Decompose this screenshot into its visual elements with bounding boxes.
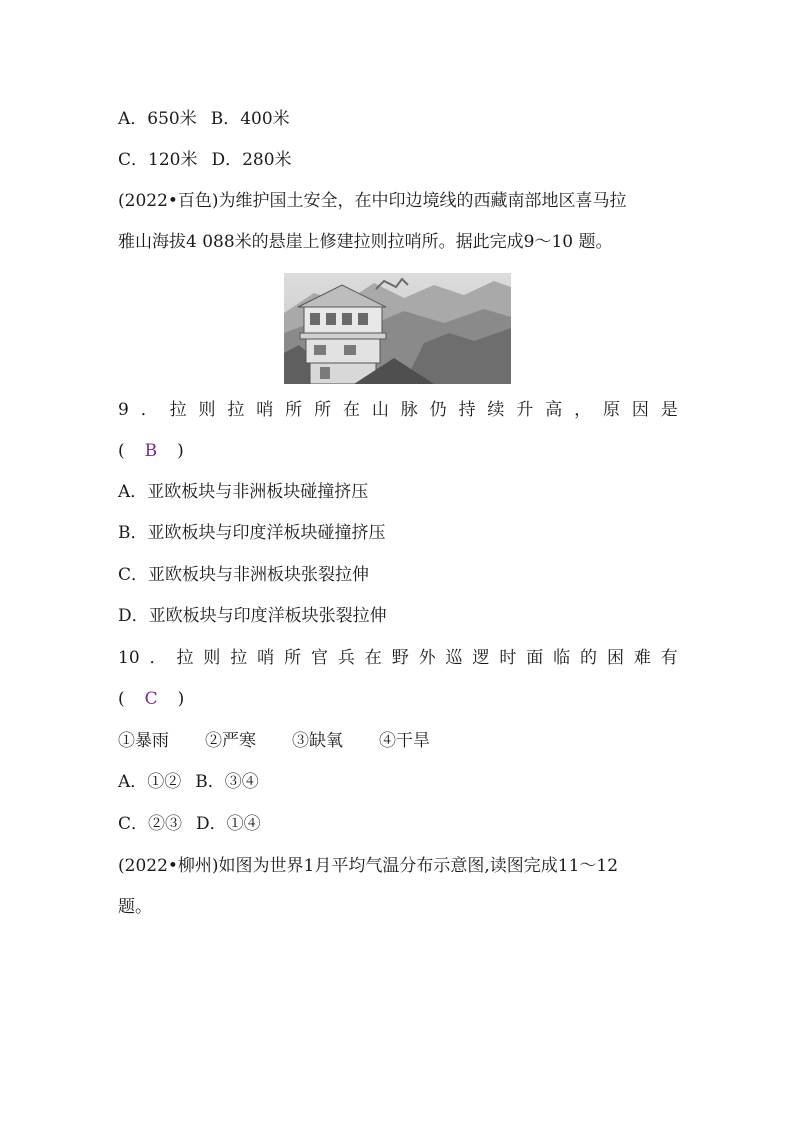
q10-stem-char: 逻 bbox=[472, 648, 490, 668]
q10-stem-char: 10 bbox=[118, 648, 140, 668]
q10-bracket-close: ) bbox=[177, 689, 185, 709]
q9-stem-char: ， bbox=[574, 400, 592, 420]
q9-stem-char: 持 bbox=[458, 400, 476, 420]
q9-option-d: D．亚欧板块与印度洋板块张裂拉伸 bbox=[118, 606, 387, 626]
q9-bracket-close: ) bbox=[177, 441, 184, 461]
q10-stem-char: 则 bbox=[203, 648, 221, 668]
q9-stem-char: 9 bbox=[118, 400, 129, 420]
q9-stem-char: 所 bbox=[314, 400, 332, 420]
q10-stem-char: 的 bbox=[580, 648, 598, 668]
q10-stem-char: 巡 bbox=[445, 648, 463, 668]
q10-stem-char: 临 bbox=[553, 648, 571, 668]
q10-stem-char: 拉 bbox=[230, 648, 248, 668]
q9-option-a: A．亚欧板块与非洲板块碰撞挤压 bbox=[118, 482, 369, 502]
q8-option-a: A．650米 bbox=[118, 109, 197, 129]
q8-option-d: D．280米 bbox=[211, 150, 292, 170]
outpost-photo bbox=[284, 273, 511, 384]
q9-stem-char: 高 bbox=[545, 400, 563, 420]
q9-stem-char: 所 bbox=[285, 400, 303, 420]
q10-stem-char: 时 bbox=[499, 648, 517, 668]
q10-option-d: D．①④ bbox=[196, 814, 261, 834]
q10-answer-bracket bbox=[118, 688, 184, 710]
q9-stem-char: 升 bbox=[516, 400, 534, 420]
q10-stem-char: 难 bbox=[633, 648, 651, 668]
passage-intro-line1: (2022•百色)为维护国土安全，在中印边境线的西藏南部地区喜马拉 bbox=[118, 191, 627, 211]
q9-answer: B bbox=[144, 441, 158, 461]
next-passage-intro-line2: 题。 bbox=[118, 897, 152, 917]
q10-stem-char: 兵 bbox=[337, 648, 355, 668]
q9-answer-bracket bbox=[118, 440, 184, 462]
q10-stem-char: 有 bbox=[660, 648, 678, 668]
q10-stem bbox=[118, 647, 678, 669]
q10-items bbox=[118, 730, 430, 752]
q9-stem-char: 山 bbox=[371, 400, 389, 420]
q9-stem-char: 在 bbox=[342, 400, 360, 420]
q9-stem-char: 因 bbox=[631, 400, 649, 420]
q9-stem-char: 续 bbox=[487, 400, 505, 420]
q9-stem bbox=[118, 399, 678, 421]
q8-option-b: B．400米 bbox=[210, 109, 290, 129]
q9-stem-char: 是 bbox=[660, 400, 678, 420]
q10-stem-char: 官 bbox=[310, 648, 328, 668]
q9-stem-char: 拉 bbox=[169, 400, 187, 420]
q9-stem-char: 仍 bbox=[429, 400, 447, 420]
q9-stem-char: 则 bbox=[198, 400, 216, 420]
q10-option-a: A．①② bbox=[118, 772, 182, 792]
q10-stem-char: ． bbox=[149, 648, 167, 668]
q9-stem-char: 脉 bbox=[400, 400, 418, 420]
next-passage-intro-line1: (2022•柳州)如图为世界1月平均气温分布示意图,读图完成11～12 bbox=[118, 856, 619, 876]
q10-stem-char: 哨 bbox=[257, 648, 275, 668]
q10-stem-char: 面 bbox=[526, 648, 544, 668]
q10-stem-char: 所 bbox=[284, 648, 302, 668]
q9-stem-char: 原 bbox=[602, 400, 620, 420]
q10-stem-char: 在 bbox=[364, 648, 382, 668]
q10-stem-char: 困 bbox=[606, 648, 624, 668]
q10-options-cd bbox=[118, 813, 261, 835]
q8-options-ab bbox=[118, 108, 290, 130]
q9-option-c: C．亚欧板块与非洲板块张裂拉伸 bbox=[118, 565, 370, 585]
q8-option-c: C．120米 bbox=[118, 150, 198, 170]
q9-option-b: B．亚欧板块与印度洋板块碰撞挤压 bbox=[118, 523, 386, 543]
q10-bracket-open: ( bbox=[118, 689, 125, 709]
q10-options-ab bbox=[118, 771, 259, 793]
q10-item-2: ②严寒 bbox=[205, 731, 256, 751]
q8-options-cd bbox=[118, 149, 292, 171]
q9-stem-char: 拉 bbox=[227, 400, 245, 420]
q9-stem-char: 哨 bbox=[256, 400, 274, 420]
q10-item-1: ①暴雨 bbox=[118, 731, 169, 751]
q10-option-c: C．②③ bbox=[118, 814, 183, 834]
q9-stem-char: ． bbox=[140, 400, 158, 420]
q10-stem-char: 拉 bbox=[176, 648, 194, 668]
passage-intro-line2: 雅山海拔4 088米的悬崖上修建拉则拉哨所。据此完成9～10 题。 bbox=[118, 232, 613, 252]
q10-stem-char: 野 bbox=[391, 648, 409, 668]
q10-answer: C bbox=[144, 689, 158, 709]
outpost-photo-illustration bbox=[284, 273, 511, 384]
q9-bracket-open: ( bbox=[118, 441, 125, 461]
q10-item-4: ④干旱 bbox=[379, 731, 430, 751]
q10-item-3: ③缺氧 bbox=[292, 731, 343, 751]
q10-stem-char: 外 bbox=[418, 648, 436, 668]
q10-option-b: B．③④ bbox=[195, 772, 259, 792]
